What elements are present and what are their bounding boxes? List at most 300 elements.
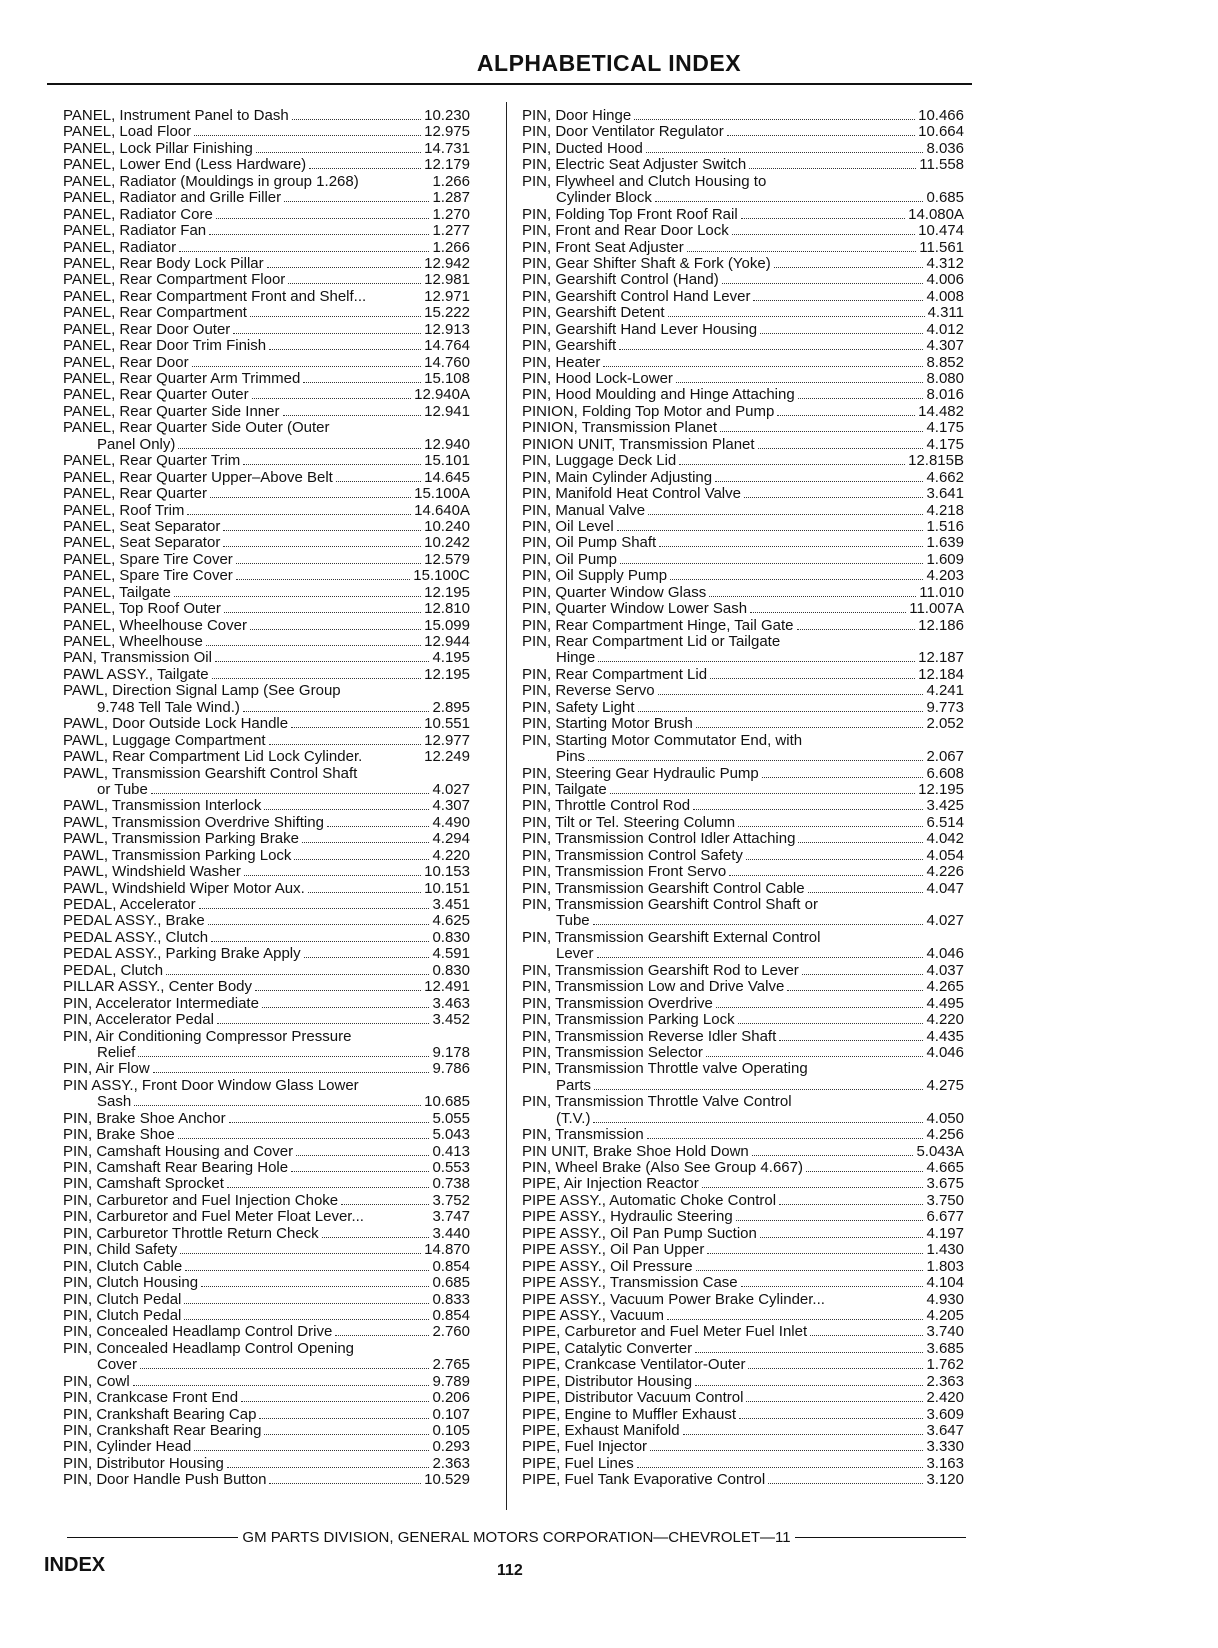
entry-label: PANEL, Rear Door Outer (63, 320, 231, 338)
index-entry (63, 667, 470, 683)
entry-label: PIN, Transmission Parking Lock (522, 1011, 735, 1029)
entry-label: PIN, Front Seat Adjuster (522, 238, 684, 256)
entry-label: PIPE, Exhaust Manifold (522, 1422, 680, 1439)
entry-group-number: 4.175 (926, 419, 964, 437)
entry-label: PAWL, Transmission Gearshift Control Shaft (63, 764, 358, 782)
entry-group-number: 4.241 (926, 682, 964, 700)
entry-group-number: 1.803 (926, 1257, 964, 1275)
entry-label: PIPE ASSY., Automatic Choke Control (522, 1191, 777, 1209)
entry-label: PIN, Oil Pump Shaft (522, 534, 657, 552)
entry-group-number: 4.006 (926, 271, 964, 289)
entry-group-number: 4.665 (926, 1159, 964, 1176)
entry-group-number: 6.677 (926, 1208, 964, 1226)
dot-leader (194, 135, 421, 136)
entry-group-number: 0.685 (926, 189, 964, 207)
dot-leader (209, 234, 429, 235)
index-entry (522, 404, 964, 420)
index-entry (522, 338, 964, 354)
entry-group-number: 12.186 (918, 616, 964, 634)
dot-leader (808, 892, 924, 893)
index-entry (63, 1292, 470, 1308)
index-entry (63, 1061, 470, 1077)
entry-group-number: 12.249 (424, 748, 470, 766)
entry-group-number: 3.425 (926, 797, 964, 815)
header-rule (47, 83, 972, 85)
entry-label: PIN, Carburetor and Fuel Meter Float Lever... (63, 1208, 364, 1226)
dot-leader (753, 300, 923, 301)
index-entry (522, 1176, 964, 1192)
entry-label: PIN, Gearshift Hand Lever Housing (522, 320, 758, 338)
index-entry (63, 913, 470, 929)
entry-group-number: 14.080A (908, 205, 964, 223)
entry-label: Pins (556, 748, 586, 766)
footer-text: GM PARTS DIVISION, GENERAL MOTORS CORPORATION—CHEVROLET—11 (242, 1529, 791, 1546)
dot-leader (227, 1467, 430, 1468)
index-entry (522, 387, 964, 403)
entry-group-number: 8.016 (926, 386, 964, 404)
entry-group-number: 11.007A (909, 600, 964, 618)
entry-label: PAWL, Transmission Parking Brake (63, 830, 299, 848)
index-entry (63, 371, 470, 387)
entry-label: Parts (556, 1076, 592, 1094)
entry-group-number: 0.854 (432, 1306, 470, 1324)
entry-group-number: 12.940 (424, 435, 470, 453)
entry-label: PAWL, Windshield Washer (63, 863, 241, 881)
index-entry (522, 979, 964, 995)
entry-label: PANEL, Rear Quarter (63, 485, 207, 503)
index-entry (522, 141, 964, 157)
entry-label: PINION UNIT, Transmission Planet (522, 435, 755, 453)
entry-group-number: 1.762 (926, 1356, 964, 1374)
index-entry (522, 437, 964, 453)
entry-label: PIN, Gearshift (522, 337, 617, 355)
dot-leader (185, 1270, 429, 1271)
dot-leader (367, 1220, 429, 1221)
dot-leader (655, 201, 924, 202)
dot-leader (133, 1385, 430, 1386)
entry-label: PANEL, Rear Quarter Trim (63, 452, 241, 470)
entry-label: PIN, Flywheel and Clutch Housing to (522, 172, 767, 190)
entry-label: PIN, Oil Pump (522, 550, 618, 568)
entry-group-number: 12.815B (908, 452, 964, 470)
entry-label: PIN, Crankshaft Rear Bearing (63, 1422, 262, 1439)
entry-group-number: 4.205 (926, 1306, 964, 1324)
index-entry (522, 782, 964, 798)
dot-leader (760, 1237, 924, 1238)
dot-leader (598, 661, 915, 662)
entry-label: PIN, Front and Rear Door Lock (522, 222, 729, 240)
entry-label: PANEL, Rear Body Lock Pillar (63, 254, 264, 272)
entry-group-number: 10.529 (424, 1471, 470, 1489)
entry-label: PIPE, Crankcase Ventilator-Outer (522, 1356, 746, 1374)
dot-leader (617, 530, 924, 531)
entry-label: PIPE, Distributor Vacuum Control (522, 1389, 744, 1407)
entry-group-number: 3.647 (926, 1422, 964, 1439)
dot-leader (739, 1418, 923, 1419)
index-entry (522, 1193, 964, 1209)
index-entry (63, 519, 470, 535)
entry-label: PANEL, Load Floor (63, 123, 192, 141)
entry-group-number: 4.265 (926, 978, 964, 996)
index-entry (522, 503, 964, 519)
entry-label: PILLAR ASSY., Center Body (63, 978, 253, 996)
entry-label: PIN, Manual Valve (522, 501, 646, 519)
dot-leader (806, 1171, 923, 1172)
dot-leader (746, 859, 924, 860)
index-entry (522, 1078, 964, 1094)
entry-group-number: 9.786 (432, 1060, 470, 1078)
entry-group-number: 0.105 (432, 1422, 470, 1439)
dot-leader (294, 859, 429, 860)
dot-leader (291, 1171, 429, 1172)
entry-group-number: 12.491 (424, 978, 470, 996)
entry-label: PANEL, Rear Quarter Side Outer (Outer (63, 419, 330, 437)
index-entry (522, 1029, 964, 1045)
section-label: INDEX (44, 1554, 106, 1576)
entry-label: PIN, Camshaft Housing and Cover (63, 1142, 294, 1160)
dot-leader (362, 185, 430, 186)
dot-leader (722, 283, 924, 284)
entry-group-number: 6.608 (926, 764, 964, 782)
entry-label: PIN, Transmission Low and Drive Valve (522, 978, 785, 996)
entry-group-number: 4.042 (926, 830, 964, 848)
dot-leader (774, 267, 924, 268)
entry-group-number: 4.050 (926, 1109, 964, 1127)
entry-group-number: 3.609 (926, 1405, 964, 1423)
dot-leader (227, 1187, 430, 1188)
entry-group-number: 12.184 (918, 665, 964, 683)
entry-label: PIN, Transmission Gearshift Rod to Lever (522, 961, 799, 979)
dot-leader (658, 694, 924, 695)
dot-leader (302, 842, 430, 843)
index-entry (522, 453, 964, 469)
dot-leader (215, 661, 430, 662)
entry-label: PIPE ASSY., Hydraulic Steering (522, 1208, 733, 1226)
entry-group-number: 2.760 (432, 1323, 470, 1341)
index-entry (522, 1012, 964, 1028)
entry-group-number: 4.195 (432, 649, 470, 667)
entry-label: PIN, Gearshift Control Hand Lever (522, 287, 751, 305)
entry-label: PANEL, Tailgate (63, 583, 171, 601)
entry-label: PIPE ASSY., Oil Pressure (522, 1257, 693, 1275)
index-entry (522, 108, 964, 124)
dot-leader (659, 546, 923, 547)
entry-group-number: 1.639 (926, 534, 964, 552)
index-entry (522, 190, 964, 206)
index-entry (522, 946, 964, 962)
index-entry (63, 782, 470, 798)
index-entry (63, 683, 470, 699)
entry-group-number: 9.789 (432, 1372, 470, 1390)
index-entry (522, 716, 964, 732)
entry-group-number: 6.514 (926, 813, 964, 831)
entry-label: PIN, Clutch Cable (63, 1257, 183, 1275)
index-entry (63, 1439, 470, 1455)
entry-label: PIPE ASSY., Vacuum Power Brake Cylinder... (522, 1290, 825, 1308)
entry-label: PIN, Clutch Pedal (63, 1306, 182, 1324)
dot-leader (255, 990, 421, 991)
index-entry (522, 601, 964, 617)
entry-group-number: 4.226 (926, 863, 964, 881)
entry-label: PANEL, Spare Tire Cover (63, 567, 233, 585)
entry-group-number: 0.206 (432, 1389, 470, 1407)
dot-leader (741, 218, 905, 219)
entry-label: PANEL, Lock Pillar Finishing (63, 139, 253, 157)
entry-label: PANEL, Rear Quarter Arm Trimmed (63, 370, 301, 387)
entry-group-number: 0.685 (432, 1274, 470, 1292)
entry-label: PIN ASSY., Front Door Window Glass Lower (63, 1076, 359, 1094)
entry-group-number: 3.675 (926, 1175, 964, 1193)
entry-label: PEDAL ASSY., Parking Brake Apply (63, 945, 301, 963)
dot-leader (269, 744, 422, 745)
index-entry (63, 618, 470, 634)
dot-leader (687, 251, 916, 252)
dot-leader (741, 1286, 924, 1287)
dot-leader (201, 1286, 429, 1287)
entry-group-number: 2.363 (432, 1454, 470, 1472)
entry-label: PIN, Cowl (63, 1372, 130, 1390)
dot-leader (179, 251, 429, 252)
entry-label: PIN, Clutch Housing (63, 1274, 199, 1292)
index-entry (522, 766, 964, 782)
entry-label: PIN, Transmission Front Servo (522, 863, 727, 881)
dot-leader (744, 497, 923, 498)
entry-label: PAWL, Rear Compartment Lid Lock Cylinder. (63, 748, 363, 766)
dot-leader (762, 777, 924, 778)
dot-leader (729, 875, 923, 876)
entry-label: PIN, Transmission Gearshift Control Cable (522, 879, 805, 897)
index-entry (63, 601, 470, 617)
dot-leader (797, 629, 916, 630)
dot-leader (283, 415, 422, 416)
index-entry (63, 1193, 470, 1209)
entry-group-number: 4.591 (432, 945, 470, 963)
dot-leader (184, 1319, 429, 1320)
entry-label: Cylinder Block (556, 189, 652, 207)
entry-group-number: 4.662 (926, 468, 964, 486)
entry-group-number: 10.551 (424, 715, 470, 733)
entry-group-number: 4.027 (432, 780, 470, 798)
dot-leader (715, 481, 923, 482)
index-entry (63, 568, 470, 584)
index-entry (522, 174, 964, 190)
index-entry (63, 1357, 470, 1373)
entry-group-number: 5.043 (432, 1126, 470, 1144)
entry-label: PIN, Transmission Selector (522, 1043, 703, 1061)
index-entry (63, 963, 470, 979)
entry-label: Lever (556, 945, 594, 963)
entry-group-number: 14.760 (424, 353, 470, 371)
dot-leader (224, 612, 421, 613)
index-entry (63, 453, 470, 469)
entry-label: Cover (97, 1356, 138, 1374)
dot-leader (702, 1187, 924, 1188)
entry-label: PANEL, Roof Trim (63, 501, 185, 519)
entry-label: PANEL, Top Roof Outer (63, 600, 221, 618)
entry-group-number: 9.773 (926, 698, 964, 716)
index-entry (522, 1308, 964, 1324)
dot-leader (187, 514, 411, 515)
index-entry (522, 1045, 964, 1061)
dot-leader (768, 1483, 923, 1484)
entry-label: PAWL, Windshield Wiper Motor Aux. (63, 879, 305, 897)
dot-leader (166, 974, 429, 975)
index-entry (63, 1390, 470, 1406)
index-entry (63, 1160, 470, 1176)
entry-group-number: 12.944 (424, 633, 470, 650)
index-entry (63, 1176, 470, 1192)
index-entry (63, 864, 470, 880)
dot-leader (746, 1401, 923, 1402)
entry-group-number: 5.043A (916, 1142, 964, 1160)
dot-leader (304, 957, 430, 958)
entry-group-number: 4.047 (926, 879, 964, 897)
dot-leader (696, 1270, 924, 1271)
dot-leader (593, 924, 924, 925)
entry-label: PEDAL ASSY., Brake (63, 912, 205, 930)
index-entry (63, 1456, 470, 1472)
entry-label: PANEL, Instrument Panel to Dash (63, 107, 289, 124)
entry-group-number: 10.474 (918, 222, 964, 240)
entry-group-number: 11.561 (919, 238, 964, 256)
entry-label: PIN, Door Ventilator Regulator (522, 123, 724, 141)
index-entry (63, 716, 470, 732)
dot-leader (760, 333, 923, 334)
index-entry (63, 535, 470, 551)
entry-group-number: 4.294 (432, 830, 470, 848)
entry-group-number: 4.197 (926, 1224, 964, 1242)
entry-label: Hinge (556, 649, 596, 667)
entry-label: PIN, Rear Compartment Hinge, Tail Gate (522, 616, 794, 634)
dot-leader (192, 366, 422, 367)
entry-label: Tube (556, 912, 590, 930)
index-entry (522, 568, 964, 584)
index-entry (63, 1242, 470, 1258)
index-entry (63, 634, 470, 650)
entry-group-number: 4.008 (926, 287, 964, 305)
dot-leader (212, 678, 421, 679)
entry-group-number: 0.854 (432, 1257, 470, 1275)
index-entry (522, 913, 964, 929)
index-entry (63, 141, 470, 157)
dot-leader (650, 1450, 923, 1451)
index-entry (522, 1407, 964, 1423)
index-entry (63, 1012, 470, 1028)
index-entry (63, 585, 470, 601)
entry-label: (T.V.) (556, 1109, 591, 1127)
dot-leader (264, 809, 429, 810)
dot-leader (668, 316, 925, 317)
entry-label: PEDAL ASSY., Clutch (63, 928, 209, 946)
dot-leader (696, 727, 924, 728)
dot-leader (269, 1483, 421, 1484)
entry-label: PAWL, Transmission Interlock (63, 797, 262, 815)
entry-label: PIPE, Fuel Lines (522, 1454, 634, 1472)
index-entry (63, 338, 470, 354)
index-entry (63, 1111, 470, 1127)
entry-label: PANEL, Rear Quarter Side Inner (63, 402, 280, 420)
entry-label: PIPE, Catalytic Converter (522, 1339, 693, 1357)
entry-label: PIN, Throttle Control Rod (522, 797, 691, 815)
index-entry (522, 1275, 964, 1291)
entry-label: PINION, Transmission Planet (522, 419, 718, 437)
entry-group-number: 3.120 (926, 1471, 964, 1489)
entry-group-number: 12.179 (424, 156, 470, 174)
index-entry (522, 1472, 964, 1488)
entry-label: PIN, Transmission Reverse Idler Shaft (522, 1027, 777, 1045)
entry-group-number: 14.731 (424, 139, 470, 157)
dot-leader (292, 119, 421, 120)
entry-label: PIN, Electric Seat Adjuster Switch (522, 156, 747, 174)
entry-label: PINION, Folding Top Motor and Pump (522, 402, 775, 420)
dot-leader (710, 678, 915, 679)
entry-group-number: 1.270 (432, 205, 470, 223)
index-entry (522, 1456, 964, 1472)
dot-leader (178, 448, 421, 449)
entry-group-number: 10.466 (918, 107, 964, 124)
dot-leader (241, 1401, 429, 1402)
index-entry (63, 1341, 470, 1357)
index-entry (522, 157, 964, 173)
entry-label: Sash (97, 1093, 132, 1111)
index-entry (63, 404, 470, 420)
entry-label: PIN, Crankshaft Bearing Cap (63, 1405, 257, 1423)
index-entry (522, 1341, 964, 1357)
entry-group-number: 1.277 (432, 222, 470, 240)
dot-leader (335, 1335, 429, 1336)
entry-label: PAN, Transmission Oil (63, 649, 212, 667)
entry-group-number: 4.256 (926, 1126, 964, 1144)
entry-label: PANEL, Radiator (Mouldings in group 1.268) (63, 172, 359, 190)
dot-leader (720, 431, 923, 432)
index-entry (522, 322, 964, 338)
index-entry (522, 881, 964, 897)
entry-label: PANEL, Spare Tire Cover (63, 550, 233, 568)
index-entry (522, 1292, 964, 1308)
index-entry (63, 256, 470, 272)
index-entry (63, 766, 470, 782)
entry-label: PAWL, Direction Signal Lamp (See Group (63, 682, 341, 700)
entry-label: PIN, Transmission Control Safety (522, 846, 743, 864)
entry-label: PANEL, Wheelhouse Cover (63, 616, 247, 634)
dot-leader (727, 135, 915, 136)
entry-label: PIN, Heater (522, 353, 601, 371)
dot-leader (303, 382, 421, 383)
entry-label: PANEL, Lower End (Less Hardware) (63, 156, 307, 174)
entry-group-number: 3.440 (432, 1224, 470, 1242)
entry-group-number: 4.175 (926, 435, 964, 453)
dot-leader (603, 366, 923, 367)
entry-label: PANEL, Rear Compartment (63, 304, 247, 322)
dot-leader (670, 579, 923, 580)
dot-leader (244, 875, 421, 876)
index-entry (522, 371, 964, 387)
entry-group-number: 0.553 (432, 1159, 470, 1176)
entry-group-number: 15.222 (424, 304, 470, 322)
dot-leader (140, 1368, 429, 1369)
entry-group-number: 15.099 (424, 616, 470, 634)
index-entry (63, 503, 470, 519)
index-entry (63, 1308, 470, 1324)
entry-group-number: 0.833 (432, 1290, 470, 1308)
entry-label: PAWL, Luggage Compartment (63, 731, 266, 749)
entry-group-number: 0.738 (432, 1175, 470, 1193)
dot-leader (250, 629, 421, 630)
index-entry (522, 815, 964, 831)
dot-leader (336, 481, 421, 482)
dot-leader (620, 563, 923, 564)
entry-label: PIN, Accelerator Pedal (63, 1011, 214, 1029)
